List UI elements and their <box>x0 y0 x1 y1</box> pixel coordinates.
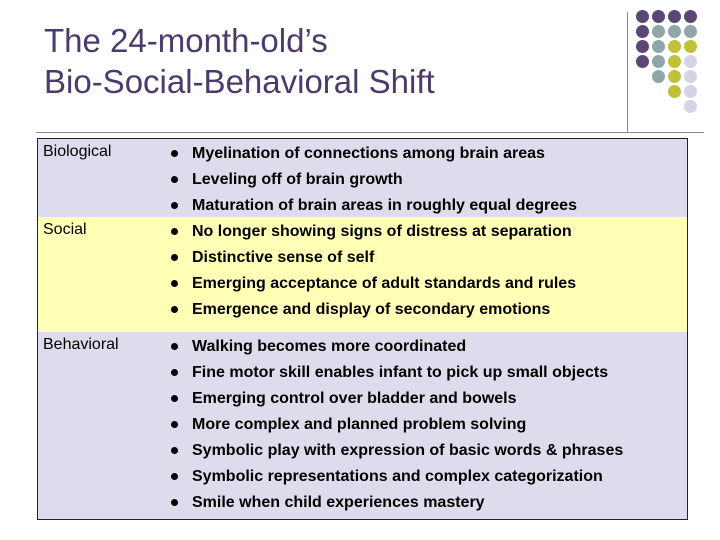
table-row-behavioral <box>38 332 687 519</box>
decorative-dot <box>636 40 649 53</box>
decorative-dot <box>668 55 681 68</box>
list-item: Walking becomes more coordinated <box>171 334 687 360</box>
decorative-dot-grid <box>636 10 716 120</box>
bullet-icon <box>171 254 178 261</box>
list-item: No longer showing signs of distress at separation <box>171 219 687 245</box>
decorative-vertical-line <box>627 12 628 132</box>
decorative-dot <box>668 70 681 83</box>
list-item: Symbolic representations and complex categorization <box>171 464 687 490</box>
decorative-dot <box>684 55 697 68</box>
bullet-icon <box>171 176 178 183</box>
slide-title <box>44 20 604 102</box>
list-item: Emergence and display of secondary emotions <box>171 297 687 323</box>
row-items <box>171 332 687 519</box>
list-item: Smile when child experiences mastery <box>171 490 687 516</box>
row-items <box>171 139 687 217</box>
decorative-dot <box>668 10 681 23</box>
decorative-dot <box>668 40 681 53</box>
bullet-icon <box>171 228 178 235</box>
bullet-icon <box>171 306 178 313</box>
decorative-dot <box>636 55 649 68</box>
bullet-icon <box>171 421 178 428</box>
decorative-dot <box>684 100 697 113</box>
decorative-dot <box>652 55 665 68</box>
list-item: Symbolic play with expression of basic words & phrases <box>171 438 687 464</box>
decorative-horizontal-line <box>36 132 704 133</box>
list-item: Leveling off of brain growth <box>171 167 687 193</box>
decorative-dot <box>668 85 681 98</box>
list-item: Myelination of connections among brain areas <box>171 141 687 167</box>
bullet-icon <box>171 447 178 454</box>
decorative-dot <box>636 25 649 38</box>
bullet-icon <box>171 395 178 402</box>
bullet-icon <box>171 202 178 209</box>
bullet-icon <box>171 150 178 157</box>
row-category: Biological <box>43 143 112 160</box>
bullet-icon <box>171 473 178 480</box>
decorative-dot <box>668 25 681 38</box>
title-line-2: Bio-Social-Behavioral Shift <box>44 63 435 100</box>
title-line-1: The 24-month-old’s <box>44 22 328 59</box>
table-row-biological <box>38 139 687 217</box>
shift-table <box>37 138 688 520</box>
row-category: Social <box>43 221 87 238</box>
decorative-dot <box>684 40 697 53</box>
decorative-dot <box>636 10 649 23</box>
decorative-dot <box>684 25 697 38</box>
list-item: Emerging acceptance of adult standards and rules <box>171 271 687 297</box>
decorative-dot <box>684 70 697 83</box>
decorative-dot <box>684 10 697 23</box>
list-item: Distinctive sense of self <box>171 245 687 271</box>
decorative-dot <box>652 70 665 83</box>
bullet-icon <box>171 499 178 506</box>
row-items <box>171 217 687 332</box>
list-item: Fine motor skill enables infant to pick up small objects <box>171 360 687 386</box>
table-row-social <box>38 217 687 332</box>
bullet-icon <box>171 343 178 350</box>
bullet-icon <box>171 280 178 287</box>
decorative-dot <box>652 40 665 53</box>
list-item: More complex and planned problem solving <box>171 412 687 438</box>
row-category: Behavioral <box>43 336 119 353</box>
decorative-dot <box>684 85 697 98</box>
decorative-dot <box>652 10 665 23</box>
list-item: Maturation of brain areas in roughly equal degrees <box>171 193 687 219</box>
decorative-dot <box>652 25 665 38</box>
bullet-icon <box>171 369 178 376</box>
list-item: Emerging control over bladder and bowels <box>171 386 687 412</box>
